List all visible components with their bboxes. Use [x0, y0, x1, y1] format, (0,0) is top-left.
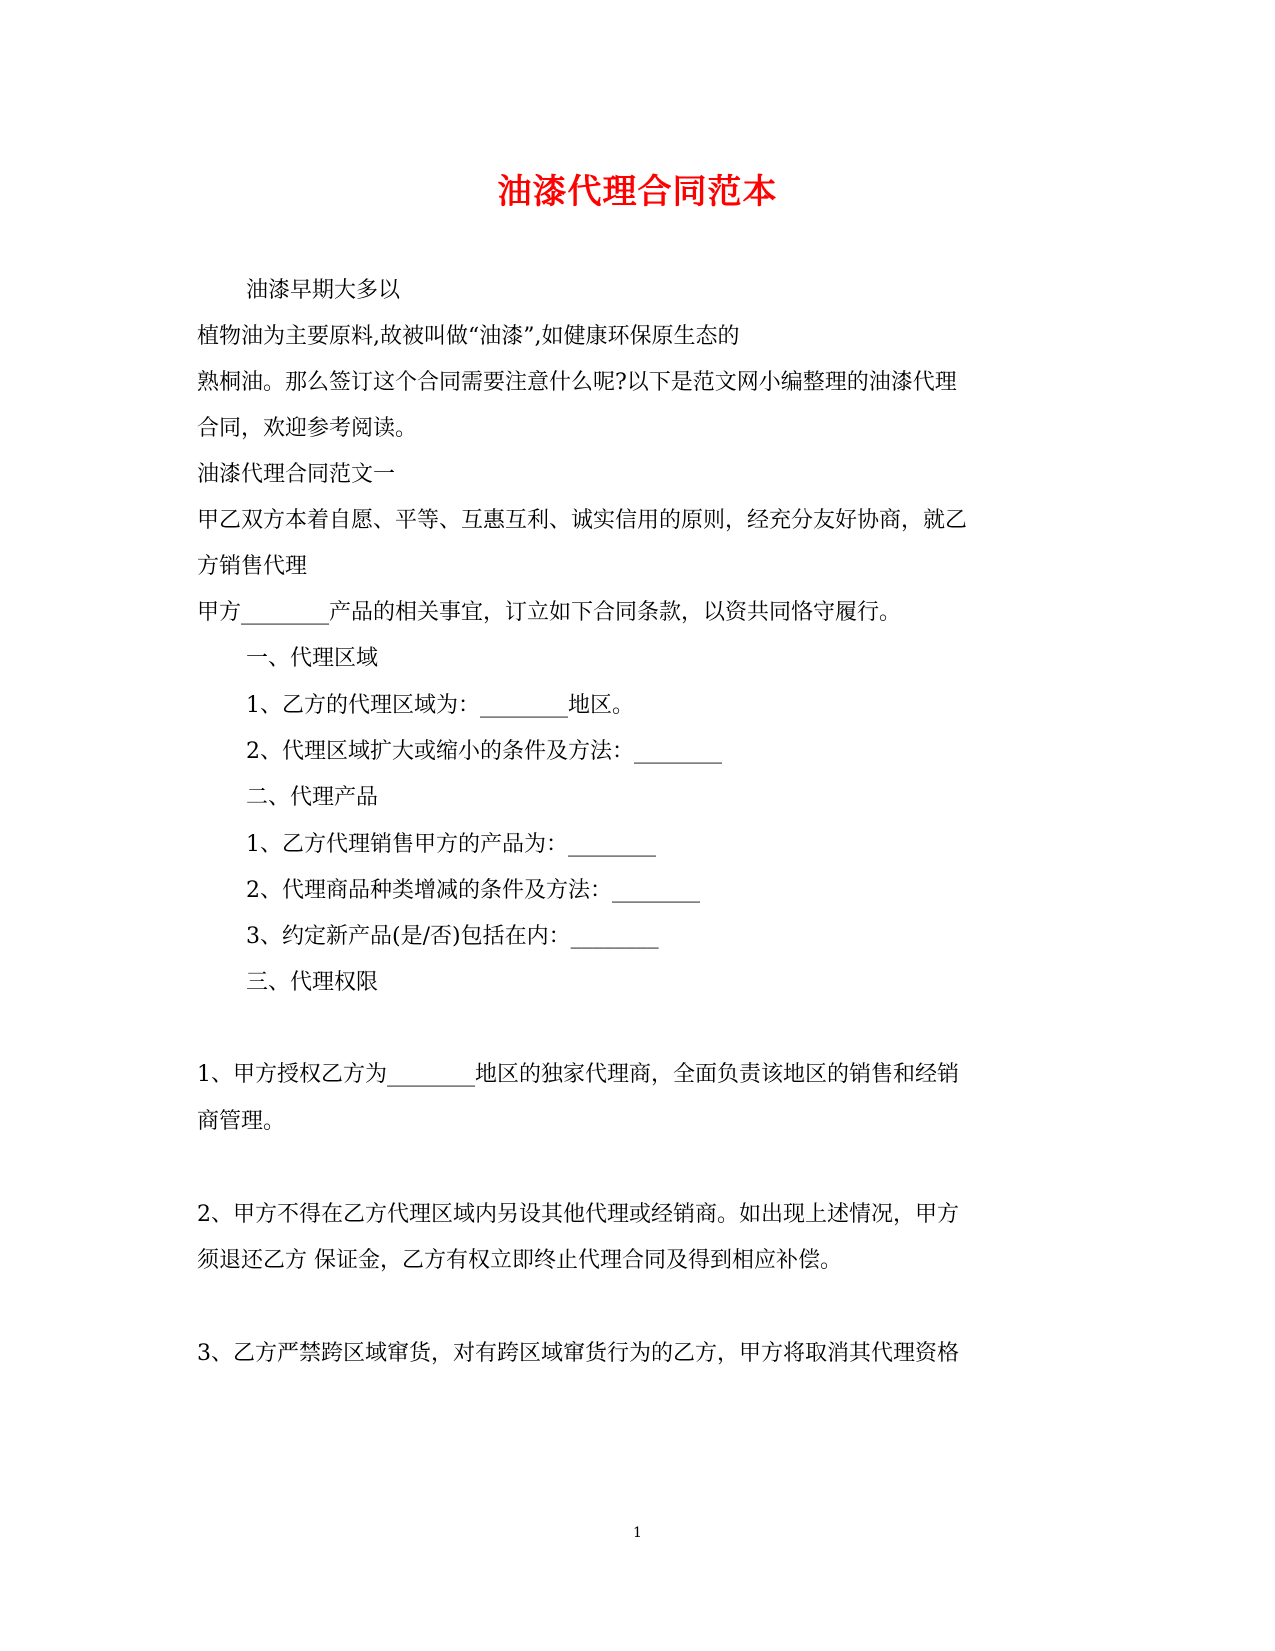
clause-3-item-1-line-2: 商管理。	[197, 1109, 286, 1134]
clause-2-item-3: 3、约定新产品(是/否)包括在内：________	[246, 924, 659, 949]
clause-3-item-2-line-1: 2、甲方不得在乙方代理区域内另设其他代理或经销商。如出现上述情况，甲方	[197, 1202, 959, 1227]
clause-heading-2: 二、代理产品	[246, 785, 379, 810]
intro-line-2: 植物油为主要原料,故被叫做“油漆”,如健康环保原生态的	[197, 324, 740, 349]
clause-heading-1: 一、代理区域	[246, 646, 379, 671]
clause-1-item-1: 1、乙方的代理区域为：________地区。	[246, 693, 634, 718]
section-heading-sample-1: 油漆代理合同范文一	[197, 462, 396, 487]
clause-3-item-1-line-1: 1、甲方授权乙方为________地区的独家代理商，全面负责该地区的销售和经销	[197, 1062, 959, 1087]
intro-line-4: 合同，欢迎参考阅读。	[197, 416, 418, 441]
clause-3-item-2-line-2: 须退还乙方 保证金，乙方有权立即终止代理合同及得到相应补偿。	[197, 1248, 842, 1273]
clause-heading-3: 三、代理权限	[246, 970, 379, 995]
intro-line-1: 油漆早期大多以	[246, 278, 401, 303]
clause-2-item-2: 2、代理商品种类增减的条件及方法：________	[246, 878, 700, 903]
intro-line-3: 熟桐油。那么签订这个合同需要注意什么呢?以下是范文网小编整理的油漆代理	[197, 370, 957, 395]
preamble-line-3: 甲方________产品的相关事宜，订立如下合同条款，以资共同恪守履行。	[197, 600, 902, 625]
clause-2-item-1: 1、乙方代理销售甲方的产品为：________	[246, 832, 656, 857]
page-number: 1	[633, 1525, 642, 1541]
clause-1-item-2: 2、代理区域扩大或缩小的条件及方法：________	[246, 739, 722, 764]
document-title: 油漆代理合同范本	[497, 172, 778, 212]
clause-3-item-3-line-1: 3、乙方严禁跨区域窜货，对有跨区域窜货行为的乙方，甲方将取消其代理资格	[197, 1341, 959, 1366]
preamble-line-1: 甲乙双方本着自愿、平等、互惠互利、诚实信用的原则，经充分友好协商，就乙	[197, 508, 968, 533]
preamble-line-2: 方销售代理	[197, 554, 308, 579]
